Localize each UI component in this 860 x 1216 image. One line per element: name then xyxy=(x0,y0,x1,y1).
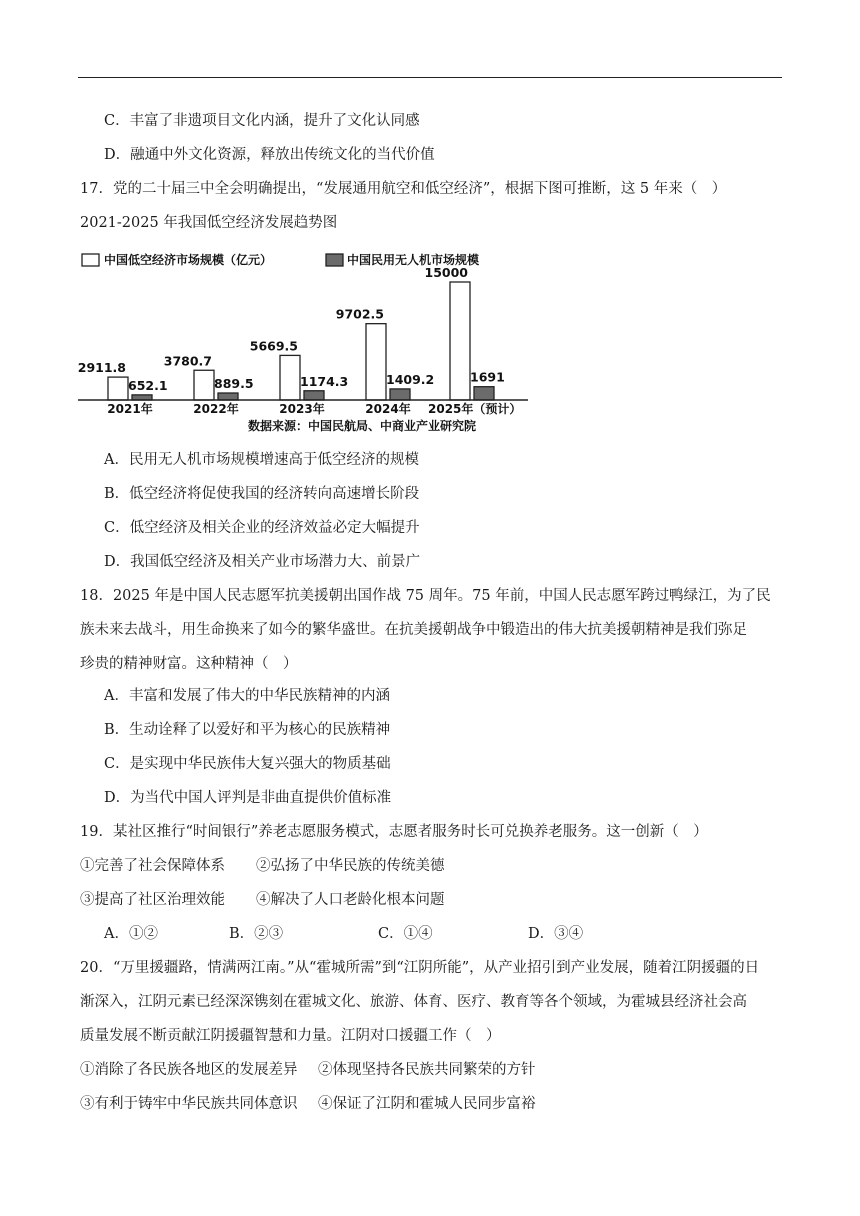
bar-drone-3 xyxy=(390,389,410,400)
bar-drone-1 xyxy=(218,393,238,400)
chart-caption: 2021-2025 年我国低空经济发展趋势图 xyxy=(80,215,338,231)
chart-source: 数据来源：中国民航局、中商业产业研究院 xyxy=(248,419,477,433)
bar-market-3 xyxy=(366,324,386,400)
value-label-drone-3: 1409.2 xyxy=(386,371,435,387)
question-18-line-1: 18．2025 年是中国人民志愿军抗美援朝出国作战 75 周年。75 年前，中国人民志愿军跨过鸭绿江，为了民 xyxy=(80,588,771,604)
value-label-drone-0: 652.1 xyxy=(128,377,168,393)
q17-option-c: C．低空经济及相关企业的经济效益必定大幅提升 xyxy=(104,520,420,536)
x-tick-3: 2024年 xyxy=(365,402,411,416)
chart-legend xyxy=(82,252,480,267)
q18-option-c: C．是实现中华民族伟大复兴强大的物质基础 xyxy=(104,756,391,772)
q20-item-2: ②体现坚持各民族共同繁荣的方针 xyxy=(318,1062,536,1078)
q19-choice-b: B．②③ xyxy=(229,926,284,942)
value-label-drone-4: 1691 xyxy=(470,369,505,385)
question-20-line-2: 渐深入，江阴元素已经深深镌刻在霍城文化、旅游、体育、医疗、教育等各个领域，为霍城县经济社会高 xyxy=(80,994,747,1010)
bar-market-0 xyxy=(108,377,128,400)
legend-label-drone: 中国民用无人机市场规模 xyxy=(347,253,480,267)
q17-option-b: B．低空经济将促使我国的经济转向高速增长阶段 xyxy=(104,486,420,502)
q18-option-d: D．为当代中国人评判是非曲直提供价值标准 xyxy=(104,790,392,806)
bar-drone-4 xyxy=(474,387,494,400)
legend-swatch-market xyxy=(82,254,99,266)
bar-market-2 xyxy=(280,355,300,400)
q19-item-3: ③提高了社区治理效能 xyxy=(80,892,225,908)
q20-item-3: ③有利于铸牢中华民族共同体意识 xyxy=(80,1096,298,1112)
q19-item-1: ①完善了社会保障体系 xyxy=(80,858,225,874)
low-altitude-economy-chart xyxy=(76,248,536,436)
x-tick-labels xyxy=(107,401,521,416)
legend-swatch-drone xyxy=(326,254,343,266)
q19-item-4: ④解决了人口老龄化根本问题 xyxy=(256,892,445,908)
question-20-line-1: 20．“万里援疆路，情满两江南。”从“霍城所需”到“江阴所能”，从产业招引到产业发展，随着江阴援疆的日 xyxy=(80,960,760,976)
q19-item-2: ②弘扬了中华民族的传统美德 xyxy=(256,858,445,874)
x-tick-1: 2022年 xyxy=(193,402,239,416)
q19-choice-d: D．③④ xyxy=(528,926,584,942)
question-18-line-2: 族未来去战斗，用生命换来了如今的繁华盛世。在抗美援朝战争中锻造出的伟大抗美援朝精神是我们弥足 xyxy=(80,622,747,638)
bar-market-4 xyxy=(450,282,470,400)
header-rule xyxy=(78,77,782,78)
bar-drone-0 xyxy=(132,395,152,400)
q19-choice-c: C．①④ xyxy=(378,926,433,942)
chart-bars xyxy=(78,265,505,400)
legend-label-market: 中国低空经济市场规模（亿元） xyxy=(104,253,273,267)
q17-option-a: A．民用无人机市场规模增速高于低空经济的规模 xyxy=(104,452,419,468)
bar-market-1 xyxy=(194,370,214,400)
q20-item-1: ①消除了各民族各地区的发展差异 xyxy=(80,1062,298,1078)
question-20-line-3: 质量发展不断贡献江阴援疆智慧和力量。江阴对口援疆工作（ ） xyxy=(80,1028,501,1044)
value-label-drone-2: 1174.3 xyxy=(300,373,349,389)
value-label-drone-1: 889.5 xyxy=(214,376,254,392)
q18-option-a: A．丰富和发展了伟大的中华民族精神的内涵 xyxy=(104,688,390,704)
x-tick-2: 2023年 xyxy=(279,402,325,416)
q18-option-b: B．生动诠释了以爱好和平为核心的民族精神 xyxy=(104,722,391,738)
bar-drone-2 xyxy=(304,391,324,400)
question-18-line-3: 珍贵的精神财富。这种精神（ ） xyxy=(80,656,298,672)
q20-item-4: ④保证了江阴和霍城人民同步富裕 xyxy=(318,1096,536,1112)
question-19-stem: 19．某社区推行“时间银行”养老志愿服务模式，志愿者服务时长可兑换养老服务。这一创新（ ） xyxy=(80,824,708,840)
question-17-stem: 17．党的二十届三中全会明确提出，“发展通用航空和低空经济”，根据下图可推断，这 5 年来（ ） xyxy=(80,181,727,197)
value-label-market-0: 2911.8 xyxy=(77,360,126,376)
q17-option-d: D．我国低空经济及相关产业市场潜力大、前景广 xyxy=(104,554,421,570)
value-label-market-1: 3780.7 xyxy=(163,353,212,369)
value-label-market-2: 5669.5 xyxy=(249,338,298,354)
value-label-market-3: 9702.5 xyxy=(335,306,384,322)
q19-choice-a: A．①② xyxy=(104,926,158,942)
option-c-prev: C．丰富了非遗项目文化内涵，提升了文化认同感 xyxy=(104,113,420,129)
value-label-market-4: 15000 xyxy=(424,265,468,280)
x-tick-4: 2025年（预计） xyxy=(428,402,522,416)
x-tick-0: 2021年 xyxy=(107,402,153,416)
option-d-prev: D．融通中外文化资源，释放出传统文化的当代价值 xyxy=(104,147,435,163)
